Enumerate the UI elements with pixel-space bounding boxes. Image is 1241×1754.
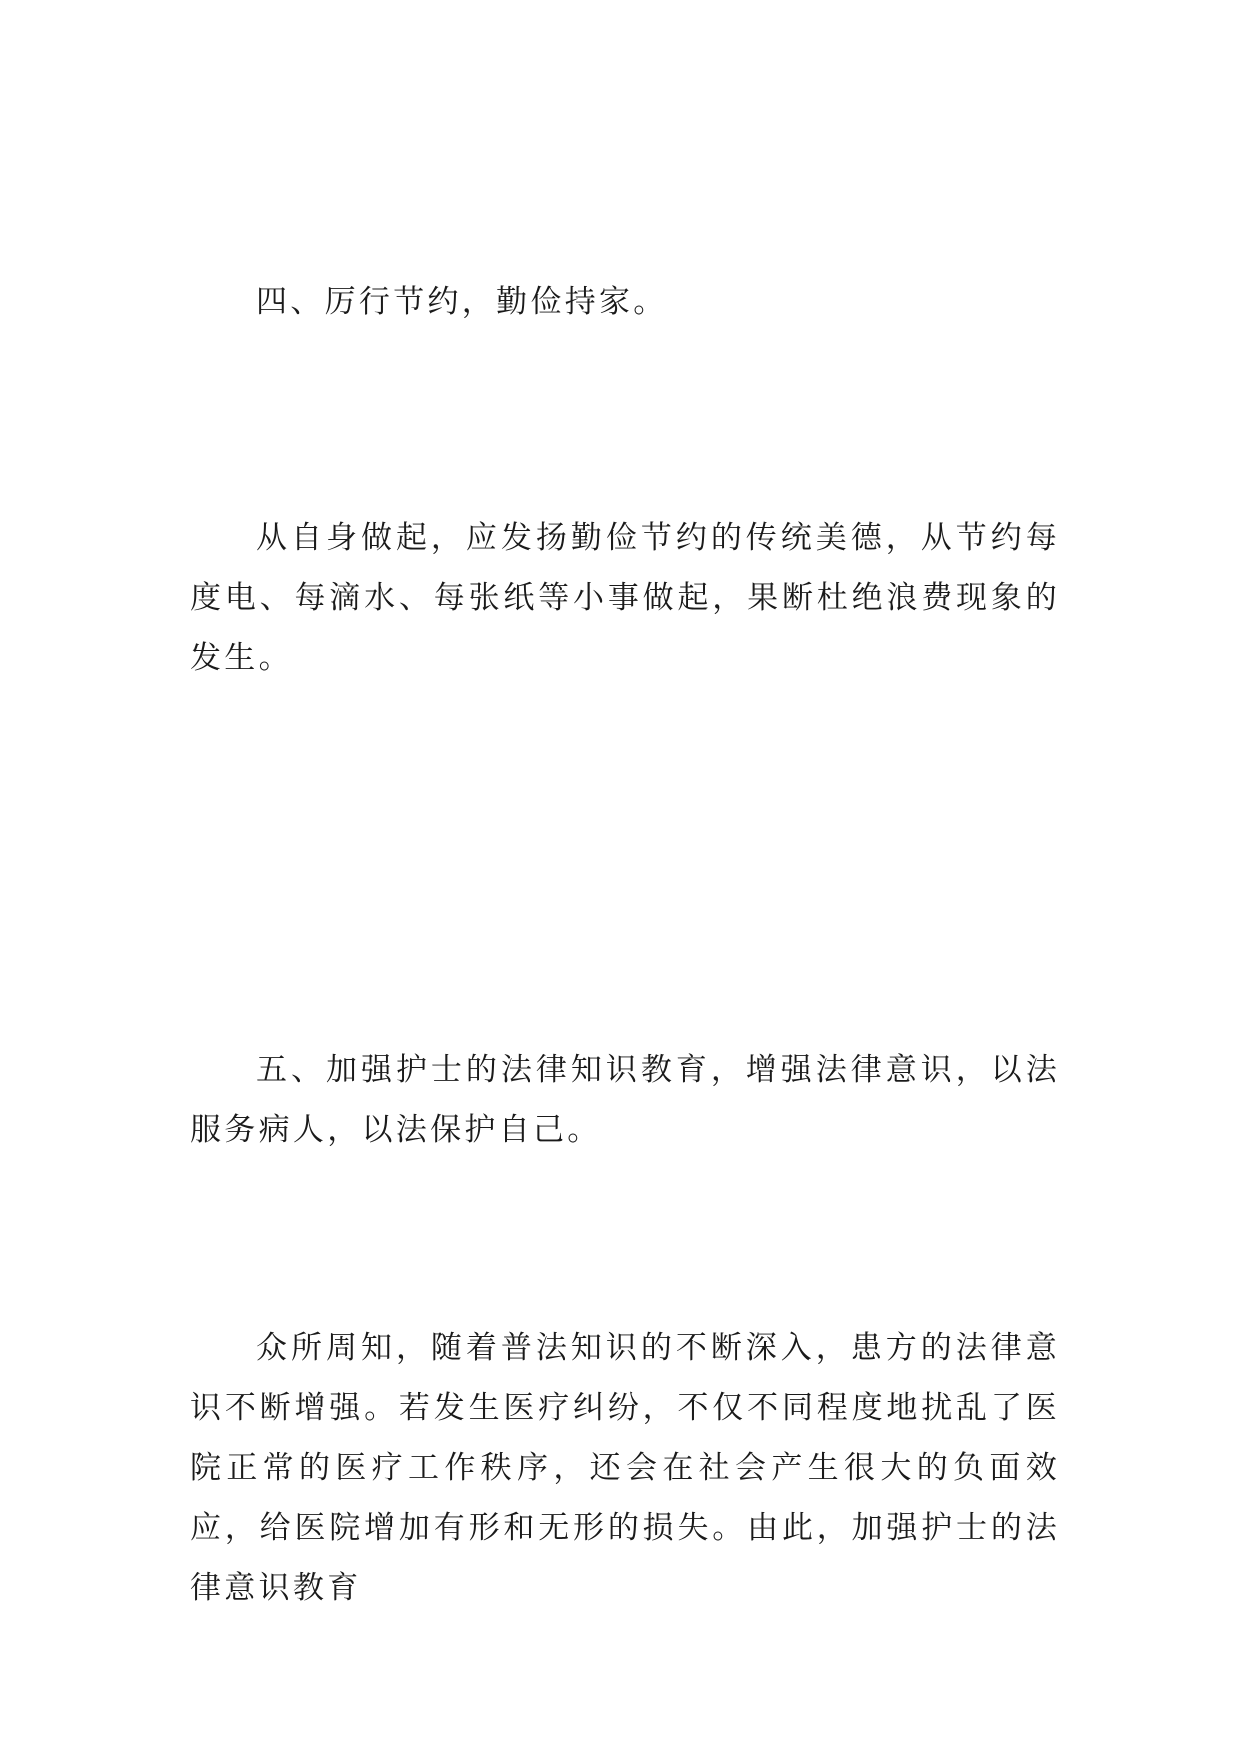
section-heading-five: 五、加强护士的法律知识教育，增强法律意识，以法服务病人，以法保护自己。	[190, 1052, 1060, 1148]
body-paragraph-legal-awareness: 众所周知，随着普法知识的不断深入，患方的法律意识不断增强。若发生医疗纠纷，不仅不同程度地扰乱了医院正常的医疗工作秩序，还会在社会产生很大的负面效应，给医院增加有形和无形的损失。由此，加强护士的法律意识教育	[190, 1330, 1060, 1606]
section-heading-four: 四、厉行节约，勤俭持家。	[256, 284, 668, 320]
body-paragraph-thrift: 从自身做起，应发扬勤俭节约的传统美德，从节约每度电、每滴水、每张纸等小事做起，果断杜绝浪费现象的发生。	[190, 520, 1060, 676]
